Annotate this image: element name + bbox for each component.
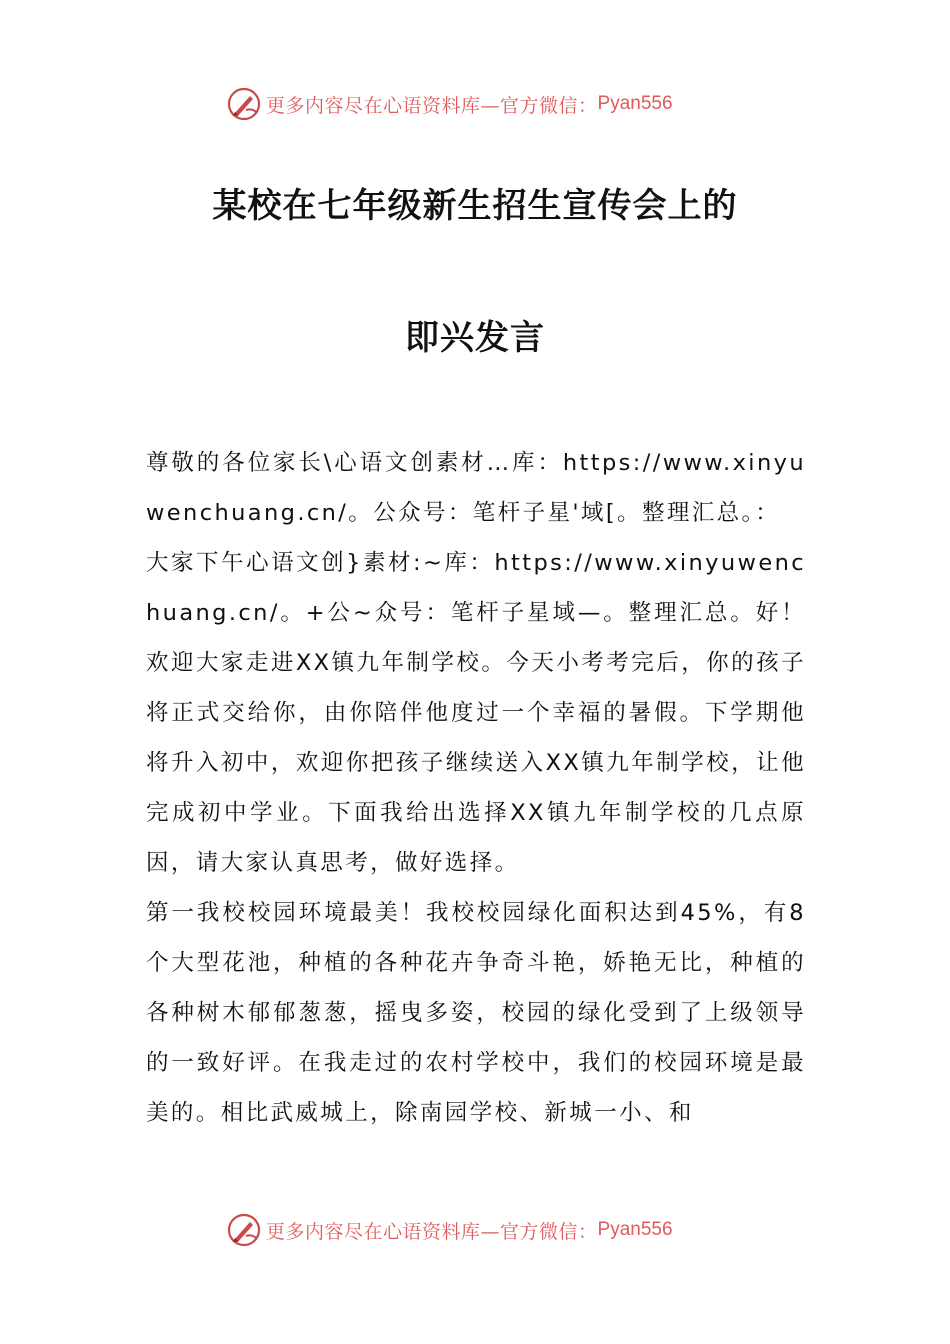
header-watermark-banner xyxy=(226,84,673,124)
banner-text: 更多内容尽在心语资料库—官方微信： xyxy=(266,1220,598,1243)
pen-logo-icon xyxy=(226,86,262,122)
paragraph-3: 第一我校校园环境最美！我校校园绿化面积达到45%，有8个大型花池，种植的各种花卉争奇斗艳，娇艳无比，种植的各种树木郁郁葱葱，摇曳多姿，校园的绿化受到了上级领导的一致好评。在我走过的农村学校中，我们的校园环境是最美的。相比武威城上，除南园学校、新城一小、和 xyxy=(146,900,806,1126)
document-title-line-1: 某校在七年级新生招生宣传会上的 xyxy=(212,186,738,226)
paragraph-1: 尊敬的各位家长\心语文创素材…库：https://www.xinyuwenchuang.cn/。公众号：笔杆子星'域[。整理汇总。： xyxy=(146,450,806,526)
paragraph-2: 大家下午心语文创}素材:~库：https://www.xinyuwenchuang.cn/。+公~众号：笔杆子星域—。整理汇总。好！欢迎大家走进XX镇九年制学校。今天小考考完后，你的孩子将正式交给你，由你陪伴他度过一个幸福的暑假。下学期他将升入初中，欢迎你把孩子继续送入XX镇九年制学校，让他完成初中学业。下面我给出选择XX镇九年制学校的几点原因，请大家认真思考，做好选择。 xyxy=(146,550,806,876)
document-body xyxy=(146,438,806,1138)
banner-wechat-handle: Pyan556 xyxy=(597,1219,673,1240)
document-title-line-2: 即兴发言 xyxy=(405,318,545,358)
banner-text: 更多内容尽在心语资料库—官方微信： xyxy=(266,94,598,117)
banner-wechat-handle: Pyan556 xyxy=(597,93,673,114)
footer-watermark-banner xyxy=(226,1210,673,1250)
pen-logo-icon xyxy=(226,1212,262,1248)
